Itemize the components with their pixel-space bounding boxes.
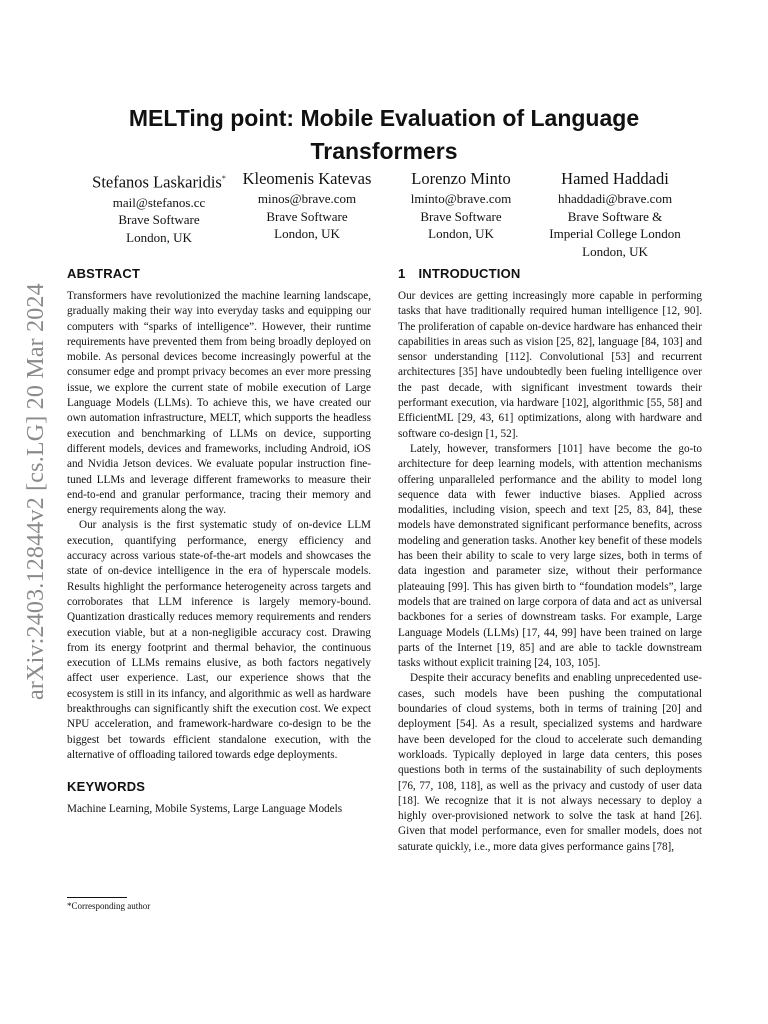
author-block [376, 168, 546, 243]
author-name: Stefanos Laskaridis [92, 172, 222, 192]
author-location: London, UK [126, 229, 192, 245]
section-title: INTRODUCTION [418, 266, 521, 281]
author-email: mail@stefanos.cc [112, 194, 206, 210]
author-email: hhaddadi@brave.com [557, 191, 673, 206]
keywords-heading: KEYWORDS [67, 779, 146, 795]
keywords-text: Machine Learning, Mobile Systems, Large Language Models [67, 803, 343, 816]
author-affiliation: Brave Software & [567, 208, 663, 224]
author-location: London, UK [428, 226, 494, 241]
author-block [530, 168, 700, 260]
author-affiliation: Brave Software [266, 208, 348, 224]
left-column [67, 264, 371, 818]
author-location: London, UK [274, 226, 340, 241]
author-block [74, 168, 244, 246]
author-name: Hamed Haddadi [561, 169, 669, 188]
author-affiliation: Brave Software [420, 208, 502, 224]
arxiv-sidebar [14, 268, 58, 700]
footnote: *Corresponding author [67, 901, 151, 911]
author-location: London, UK [582, 243, 648, 259]
section-number: 1 [398, 266, 406, 281]
author-name: Lorenzo Minto [411, 169, 511, 188]
author-email: minos@brave.com [257, 191, 357, 206]
corresponding-mark: * [221, 174, 226, 183]
paper-title: MELTing point: Mobile Evaluation of Language Transformers [128, 105, 640, 164]
author-email: lminto@brave.com [410, 191, 512, 206]
introduction-paragraph: Lately, however, transformers [101] have become the go-to architecture for deep learning models, with attention mechanisms offering unparalleled performance and the ability to model long sequence data with fewer inductive biases. Applied across modalities, including vision, speech and text [25, 83, 84], these models have demonstrated significant performance benefits, across modeling and generation tasks. Another key benefit of these models has been their ability to scale to very large sizes, both in terms of data ingestion and parameter size, without their performance plateauing [99]. This has given birth to “foundation models”, large models that are trained on large corpora of data and act as universal backbones for a series of downstream tasks. For example, Large Language Models (LLMs) [17, 44, 99] have been trained on large parts of the Internet [19, 85] and are able to tackle downstream tasks without explicit training [24, 103, 105]. [398, 442, 702, 670]
author-affiliation-2: Imperial College London [549, 226, 681, 241]
abstract-heading: ABSTRACT [67, 266, 141, 281]
abstract-paragraph: Our analysis is the first systematic study of on-device LLM execution, quantifying performance, energy efficiency and accuracy across various state-of-the-art models and showcases the state of on-device intelligence in the era of hyperscale models. Results highlight the performance heterogeneity across targets and corroborates that LLM inference is largely memory-bound. Quantization drastically reduces memory requirements and renders execution viable, but at a non-negligible accuracy cost. Drawing from its energy footprint and thermal behavior, the continuous execution of LLMs remains elusive, as both factors negatively affect user experience. Last, our experience shows that the ecosystem is still in its infancy, and algorithmic as well as hardware breakthroughs can significantly shift the execution cost. We expect NPU acceleration, and framework-hardware co-design to be the biggest bet towards efficient standalone execution, with the alternative of offloading tailored towards edge deployments. [67, 519, 371, 761]
author-name: Kleomenis Katevas [242, 169, 372, 188]
footnote-divider [67, 897, 127, 898]
arxiv-identifier: arXiv:2403.12844v2 [cs.LG] 20 Mar 2024 [23, 283, 49, 700]
introduction-heading [398, 264, 702, 284]
introduction-paragraph: Our devices are getting increasingly more capable in performing tasks that have traditionally required human intelligence [12, 90]. The proliferation of capable on-device hardware has enhanced their capabilities in areas such as vision [25, 82], language [84, 103] and sensor understanding [112]. Convolutional [53] and recurrent architectures [35] have undoubtedly been fueling intelligence over the past decade, with significant investment towards their performant execution, via hardware [102], algorithmic [55, 58] and EfficientML [29, 43, 61] optimizations, along with hardware and software co-design [1, 52]. [398, 290, 702, 440]
author-affiliation: Brave Software [118, 212, 200, 227]
abstract-paragraph: Transformers have revolutionized the machine learning landscape, gradually making their way into everyday tasks and equipping our computers with “sparks of intelligence”. However, their runtime requirements have prevented them from being broadly deployed on mobile. As personal devices become increasingly powerful at the consumer edge and prompt privacy becomes an ever more pressing issue, we explore the current state of mobile execution of Large Language Models (LLMs). To achieve this, we have created our own automation infrastructure, MELT, which supports the headless execution and benchmarking of LLMs on device, supporting different models, devices and frameworks, including Android, iOS and Nvidia Jetson devices. We evaluate popular instruction fine-tuned LLMs and leverage different frameworks to measure their end-to-end and granular performance, tracing their memory and energy requirements along the way. [67, 290, 371, 517]
right-column [398, 264, 702, 855]
author-block [222, 168, 392, 243]
introduction-paragraph: Despite their accuracy benefits and enabling unprecedented use-cases, such models have been pushing the computational boundaries of cloud systems, both in terms of training [20] and deployment [54]. As a result, specialized systems and hardware have been developed for the cloud to accelerate such demanding workloads. Typically deployed in large data centers, this poses questions both in terms of the sustainability of such deployments [76, 77, 108, 118], as well as the privacy and custody of user data [18]. We recognize that it is not always necessary to deploy a highly over-provisioned network to solve the task at hand [26]. Given that model performance, even for smaller models, does not saturate quickly, i.e., more data gives performance gains [78], [398, 672, 702, 853]
keywords-section [67, 777, 371, 817]
